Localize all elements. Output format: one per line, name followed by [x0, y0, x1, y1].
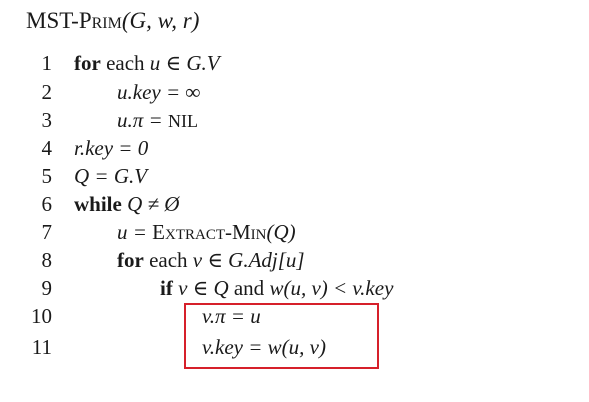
code-text — [74, 191, 179, 217]
code-word: each — [100, 51, 150, 75]
code-line-5 — [0, 163, 589, 189]
keyword: if — [160, 276, 173, 300]
code-expr: u.key = ∞ — [117, 80, 201, 104]
code-line-3 — [0, 107, 589, 133]
code-word: each — [143, 248, 193, 272]
code-line-8 — [0, 247, 589, 273]
code-word: and — [228, 276, 270, 300]
function-name: Extract-Min — [152, 220, 267, 244]
code-expr: Q ≠ Ø — [121, 192, 180, 216]
line-number: 1 — [41, 51, 52, 75]
code-line-7 — [0, 219, 589, 245]
code-text — [74, 50, 220, 76]
code-expr: r.key = 0 — [74, 136, 149, 160]
line-number: 8 — [41, 248, 52, 272]
line-number: 4 — [41, 136, 52, 160]
line-number: 2 — [41, 80, 52, 104]
code-expr: u.π = — [117, 108, 168, 132]
code-text — [117, 247, 305, 273]
code-expr: v.key = w(u, v) — [202, 335, 326, 359]
keyword: while — [74, 192, 122, 216]
code-expr: v ∈ G.Adj[u] — [192, 248, 305, 272]
code-line-4 — [0, 135, 589, 161]
code-line-1 — [0, 50, 589, 76]
code-text — [117, 107, 198, 134]
line-number: 5 — [41, 164, 52, 188]
procedure-args: (G, w, r) — [121, 8, 200, 33]
code-text — [117, 219, 296, 245]
code-expr: u ∈ G.V — [149, 51, 220, 75]
code-constant: NIL — [167, 111, 198, 131]
line-number: 3 — [41, 108, 52, 132]
code-text — [160, 275, 393, 301]
code-expr: (Q) — [266, 220, 296, 244]
keyword: for — [74, 51, 101, 75]
code-expr: w(u, v) < v.key — [269, 276, 394, 300]
code-line-9 — [0, 275, 589, 301]
line-number: 11 — [31, 335, 52, 359]
code-line-6 — [0, 191, 589, 217]
code-expr: v ∈ Q — [172, 276, 229, 300]
code-expr: Q = G.V — [74, 164, 148, 188]
procedure-name: MST-Prim — [26, 8, 122, 33]
line-number: 7 — [41, 220, 52, 244]
code-expr: v.π = u — [202, 304, 261, 328]
highlight-box — [184, 303, 379, 369]
keyword: for — [117, 248, 144, 272]
code-expr: u = — [117, 220, 153, 244]
line-number: 9 — [41, 276, 52, 300]
procedure-title — [26, 8, 199, 34]
line-number: 10 — [31, 304, 52, 328]
line-number: 6 — [41, 192, 52, 216]
code-line-2 — [0, 79, 589, 105]
